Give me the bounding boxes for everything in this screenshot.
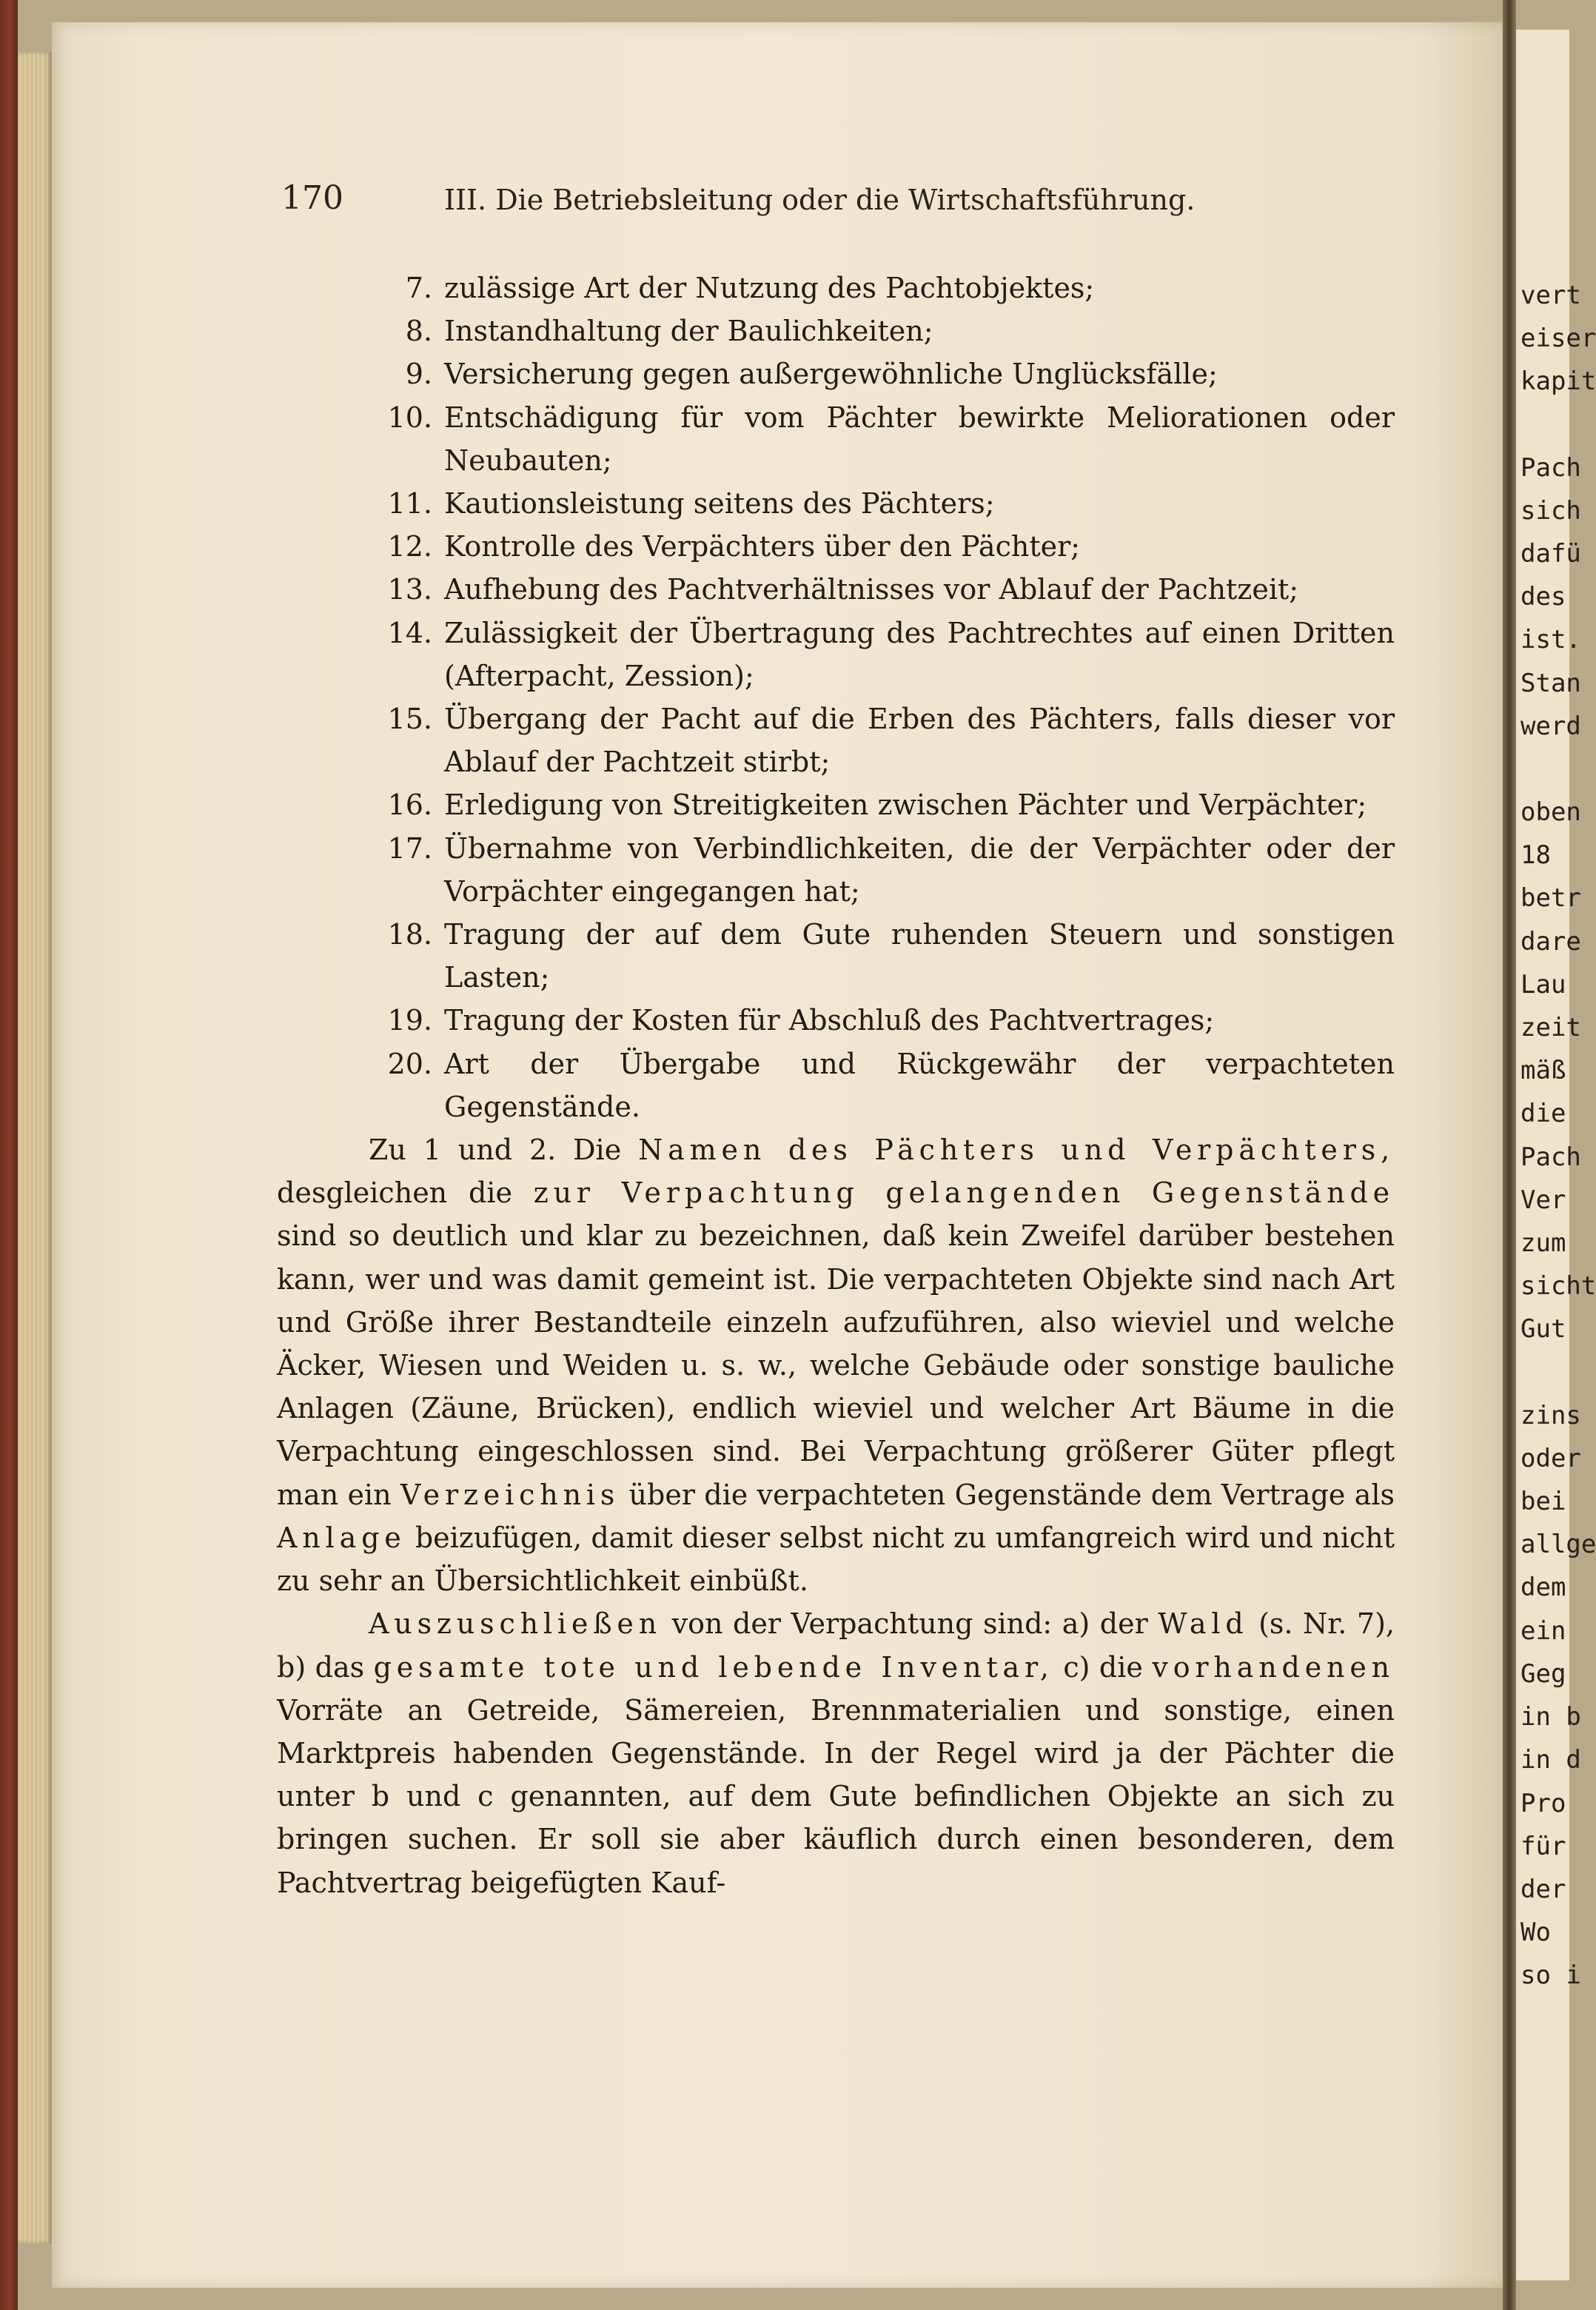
list-item-number: 11. <box>387 487 432 520</box>
list-item-text: Kautionsleistung seitens des Pächters; <box>444 487 995 520</box>
list-item-number: 18. <box>387 918 432 951</box>
edge-word: in b <box>1520 1702 1581 1732</box>
list-item <box>277 783 1395 826</box>
edge-word: oder <box>1520 1443 1581 1473</box>
edge-word: dem <box>1520 1573 1566 1603</box>
page-number: 170 <box>281 179 343 217</box>
list-item-number: 19. <box>387 1004 432 1037</box>
emphasis-text: gesamte tote und lebende Inventar, <box>373 1650 1054 1684</box>
edge-word: werd <box>1520 711 1581 741</box>
edge-word: kapit <box>1520 366 1596 397</box>
book-spine <box>0 0 18 2310</box>
list-item-text: Art der Übergabe und Rückgewähr der verpachteten Gegenstände. <box>444 1047 1395 1123</box>
list-item <box>277 396 1395 482</box>
edge-gap <box>1520 748 1596 791</box>
running-head: III. Die Betriebsleitung oder die Wirtschaftsführung. <box>444 184 1196 216</box>
paragraph-text: c) die <box>1053 1650 1153 1684</box>
edge-word: bei <box>1520 1487 1566 1517</box>
list-item-number: 7. <box>405 272 432 304</box>
list-item-number: 14. <box>387 616 432 649</box>
list-item <box>277 697 1395 783</box>
list-item-text: Übernahme von Verbindlichkeiten, die der Verpächter oder der Vorpächter eingegangen hat; <box>444 831 1395 908</box>
edge-word: Stan <box>1520 668 1581 698</box>
edge-word: dafü <box>1520 539 1581 569</box>
edge-word: Pach <box>1520 452 1581 483</box>
list-item-text: Entschädigung für vom Pächter bewirkte Meliorationen oder Neubauten; <box>444 401 1395 477</box>
list-item <box>277 267 1395 309</box>
list-item-number: 13. <box>387 573 432 606</box>
edge-gap <box>1520 404 1596 446</box>
edge-word: sicht <box>1520 1271 1596 1302</box>
list-item-number: 15. <box>387 703 432 736</box>
edge-word: zeit <box>1520 1013 1581 1043</box>
list-item <box>277 352 1395 395</box>
list-item-number: 10. <box>387 401 432 434</box>
edge-word: Wo <box>1520 1918 1551 1948</box>
list-item <box>277 525 1395 568</box>
paragraph-text: beizufügen, damit dieser selbst nicht zu umfangreich wird und nicht zu sehr an Übersichtlichkeit einbüßt. <box>277 1521 1395 1598</box>
list-item-number: 12. <box>387 530 432 563</box>
list-item-number: 17. <box>387 831 432 865</box>
paragraph-text: (s. Nr. 7), b) das <box>277 1607 1395 1684</box>
list-item <box>277 612 1395 697</box>
emphasis-text: Namen des Pächters und Verpächters, <box>638 1134 1395 1167</box>
edge-word: Gut <box>1520 1314 1566 1345</box>
edge-word: betr <box>1520 883 1581 914</box>
list-item-text: Tragung der auf dem Gute ruhenden Steuern und sonstigen Lasten; <box>444 918 1395 994</box>
edge-word: so i <box>1520 1961 1581 1991</box>
list-item-number: 16. <box>387 789 432 822</box>
list-item <box>277 1042 1395 1128</box>
edge-word: oben <box>1520 797 1581 828</box>
edge-word: sich <box>1520 495 1581 526</box>
right-page-edge <box>1516 30 1596 2280</box>
paragraph-text: von der Verpachtung sind: a) der <box>662 1607 1159 1641</box>
list-item <box>277 309 1395 352</box>
paragraph-text: Vorräte an Getreide, Sämereien, Brennmaterialien und sonstige, einen Marktpreis habenden Gegenstände. In der Regel wird ja der Pächter die unter b und c genannten, auf dem Gute befindlichen Objekte an sich zu bringen suchen. Er soll sie aber käuflich durch einen besonderen, dem Pachtvertrag beigefügten Kauf- <box>277 1693 1395 1899</box>
list-item-text: Aufhebung des Pachtverhältnisses vor Ablauf der Pachtzeit; <box>444 573 1299 606</box>
edge-word: ein <box>1520 1616 1566 1646</box>
edge-word: Lau <box>1520 969 1566 1000</box>
edge-word: in d <box>1520 1745 1581 1775</box>
page-edges <box>18 52 52 2243</box>
edge-word: die <box>1520 1099 1566 1129</box>
list-item-number: 9. <box>405 358 432 391</box>
list-item <box>277 999 1395 1042</box>
list-item <box>277 482 1395 525</box>
list-item-number: 20. <box>387 1047 432 1080</box>
list-item-text: Instandhaltung der Baulichkeiten; <box>444 315 933 348</box>
numbered-list <box>277 267 1395 1128</box>
list-item-text: Tragung der Kosten für Abschluß des Pachtvertrages; <box>444 1004 1215 1037</box>
list-item-text: Erledigung von Streitigkeiten zwischen Pächter und Verpächter; <box>444 789 1367 822</box>
edge-word: zum <box>1520 1228 1566 1259</box>
emphasis-text: Wald <box>1158 1607 1249 1641</box>
list-item-text: Versicherung gegen außergewöhnliche Unglücksfälle; <box>444 358 1218 391</box>
list-item <box>277 827 1395 913</box>
edge-word: ist. <box>1520 625 1581 655</box>
edge-word: Pro <box>1520 1788 1566 1818</box>
edge-word: dare <box>1520 926 1581 957</box>
list-item <box>277 568 1395 611</box>
list-item-text: Übergang der Pacht auf die Erben des Pächters, falls dieser vor Ablauf der Pachtzeit stirbt; <box>444 703 1395 779</box>
page-gutter <box>1503 0 1516 2310</box>
edge-gap <box>1520 1351 1596 1394</box>
edge-word: Pach <box>1520 1142 1581 1172</box>
emphasis-text: Anlage <box>277 1521 406 1554</box>
edge-word: der <box>1520 1874 1566 1904</box>
paragraph-text: sind so deutlich und klar zu bezeichnen, daß kein Zweifel darüber bestehen kann, wer und was damit gemeint ist. Die verpachteten Objekte sind nach Art und Größe ihrer Bestandteile einzeln aufzuführen, also wieviel und welche Äcker, Wiesen und Weiden u. s. w., welche Gebäude oder sonstige bauliche Anlagen (Zäune, Brücken), endlich wieviel und welcher Art Bäume in die Verpachtung eingeschlossen sind. Bei Verpachtung größerer Güter pflegt man ein <box>277 1219 1395 1511</box>
edge-word: 18 <box>1520 840 1551 871</box>
page-body <box>277 267 1395 1904</box>
emphasis-text: vorhandenen <box>1152 1650 1395 1684</box>
paragraph-zu-1-und-2 <box>277 1128 1395 1602</box>
edge-word: für <box>1520 1831 1566 1861</box>
edge-word: eiser <box>1520 324 1596 354</box>
edge-word: Geg <box>1520 1658 1566 1689</box>
list-item-text: Zulässigkeit der Übertragung des Pachtrechtes auf einen Dritten (Afterpacht, Zession); <box>444 616 1395 692</box>
emphasis-text: zur Verpachtung gelangenden Gegenstände <box>533 1176 1395 1210</box>
list-item-text: zulässige Art der Nutzung des Pachtobjektes; <box>444 272 1095 304</box>
paragraph-auszuschliessen <box>277 1602 1395 1904</box>
list-item <box>277 913 1395 999</box>
paragraph-lead: Zu 1 und 2. <box>369 1134 557 1167</box>
edge-word: vert <box>1520 281 1581 310</box>
emphasis-text: Verzeichnis <box>400 1478 620 1511</box>
edge-word: des <box>1520 582 1566 612</box>
right-page-edge-text <box>1520 274 1596 1998</box>
list-item-text: Kontrolle des Verpächters über den Pächter; <box>444 530 1081 563</box>
edge-word: Ver <box>1520 1185 1566 1215</box>
paragraph-text: Die <box>556 1134 639 1167</box>
emphasis-text: Auszuschließen <box>369 1607 663 1641</box>
paragraph-text: über die verpachteten Gegenstände dem Vertrage als <box>620 1478 1395 1511</box>
edge-word: mäß <box>1520 1056 1566 1086</box>
list-item-number: 8. <box>405 315 432 348</box>
paragraph-text: desgleichen die <box>277 1176 534 1210</box>
edge-word: zins <box>1520 1400 1581 1430</box>
edge-word: allge <box>1520 1530 1596 1560</box>
